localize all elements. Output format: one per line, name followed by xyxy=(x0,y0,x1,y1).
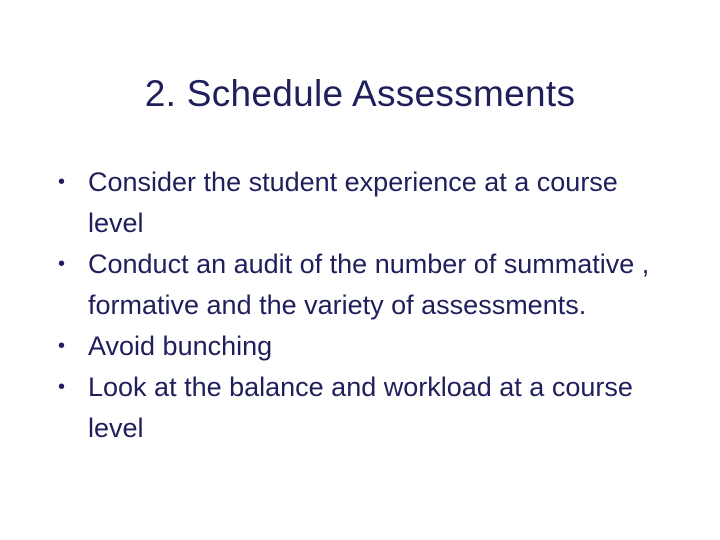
bullet-item xyxy=(54,367,674,449)
bullet-list xyxy=(54,162,674,449)
bullet-dot-icon: • xyxy=(58,335,66,357)
bullet-dot-icon: • xyxy=(58,253,66,275)
bullet-text: Conduct an audit of the number of summative , formative and the variety of assessments. xyxy=(88,249,650,320)
bullet-dot-icon: • xyxy=(58,376,66,398)
bullet-item xyxy=(54,162,674,244)
bullet-text: Look at the balance and workload at a course level xyxy=(88,372,633,443)
bullet-text: Consider the student experience at a course level xyxy=(88,167,618,238)
bullet-text: Avoid bunching xyxy=(88,331,273,361)
slide-title: 2. Schedule Assessments xyxy=(144,73,576,114)
bullet-dot-icon: • xyxy=(58,171,66,193)
bullet-item xyxy=(54,326,674,367)
bullet-item xyxy=(54,244,674,326)
